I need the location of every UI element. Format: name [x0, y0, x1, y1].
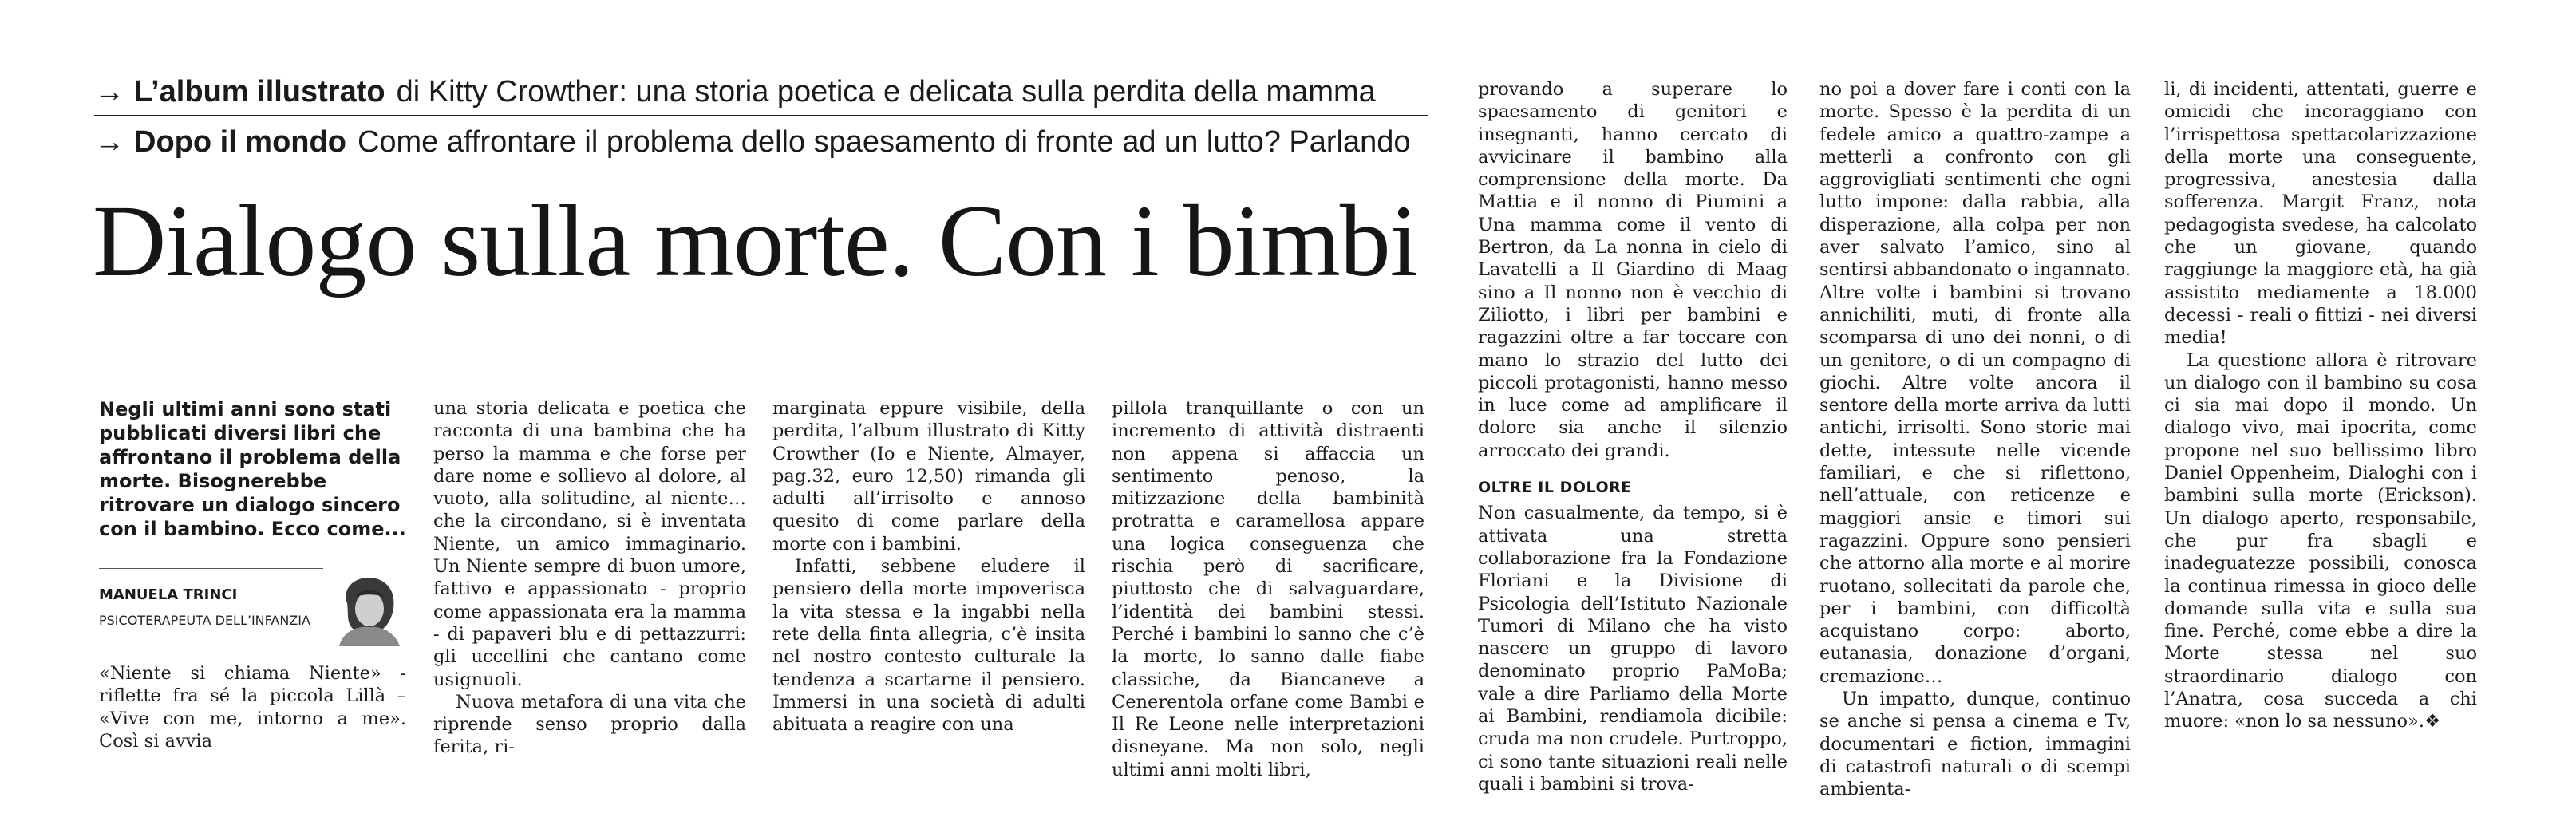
arrow-icon: →: [94, 75, 124, 109]
column-2-paragraph: Nuova metafora di una vita che riprende senso proprio dalla ferita, ri-: [433, 691, 746, 758]
subheading-oltre-il-dolore: OLTRE IL DOLORE: [1478, 479, 1632, 497]
headline: Dialogo sulla morte. Con i bimbi: [93, 184, 1418, 298]
kicker-album-label: L’album illustrato: [134, 75, 385, 109]
author-role: PSICOTERAPEUTA DELL’INFANZIA: [99, 613, 310, 628]
kicker-album: [94, 73, 1376, 110]
column-4: [1112, 397, 1424, 781]
kicker-dopo: [94, 124, 1411, 160]
kicker-dopo-text: Come affrontare il problema dello spaesamento di fronte ad un lutto? Parlando: [357, 125, 1411, 159]
author-name: MANUELA TRINCI: [99, 586, 238, 603]
column-6-paragraph: no poi a dover fare i conti con la morte. Spesso è la perdita di un fedele amico a quattro-zampe a metterli a confronto con gli aggrovigliati sentimenti che ogni lutto impone: dalla rabbia, alla disperazione, alla colpa per non aver salvato l’amico, sino al sentirsi abbandonato o ingannato. Altre volte i bambini si trovano annichiliti, muti, di fronte alla scomparsa di uno dei nonni, o di un genitore, o di un compagno di giochi. Altre volte ancora il sentore della morte arriva da lutti antichi, irrisolti. Sono storie mai dette, intessute nelle vicende familiari, e che si riflettono, nell’attuale, con reticenze e maggiori ansie e timori sui ragazzini. Oppure sono pensieri che attorno alla morte e al morire ruotano, sollecitati da parole che, per i bambini, con difficoltà acquistano corpo: aborto, eutanasia, donazione d’organi, cremazione…: [1819, 79, 2131, 687]
column-5-paragraph: Non casualmente, da tempo, si è attivata una stretta collaborazione fra la Fondazione Floriani e la Divisione di Psicologia dell’Istituto Nazionale Tumori di Milano che ha visto nascere un gruppo di lavoro denominato proprio PaMoBa; vale a dire Parliamo della Morte ai Bambini, rendiamola dicibile: cruda ma non crudele. Purtroppo, ci sono tante situazioni reali nelle quali i bambini si trova-: [1478, 503, 1788, 795]
column-1-text: «Niente si chiama Niente» - riflette fra sé la piccola Lillà – «Vive con me, intorno a me». Così si avvia: [99, 663, 406, 752]
kicker-album-text: di Kitty Crowther: una storia poetica e delicata sulla perdita della mamma: [396, 75, 1376, 109]
column-2-paragraph: una storia delicata e poetica che racconta di una bambina che ha perso la mamma e che forse per dare nome e sollievo al dolore, al vuoto, alla solitudine, al niente… che la circondano, si è inventata Niente, un amico immaginario. Un Niente sempre di buon umore, fattivo e appassionato - proprio come appassionata era la mamma - di papaveri blu e di pettazzurri: gli uccellini che cantano come usignuoli.: [433, 398, 746, 690]
column-2: [433, 397, 746, 759]
arrow-icon: →: [94, 125, 124, 159]
lead-paragraph: Negli ultimi anni sono stati pubblicati diversi libri che affrontano il problema della morte. Bisognerebbe ritrovare un dialogo sincero con il bambino. Ecco come...: [99, 398, 406, 540]
column-6-paragraph: Un impatto, dunque, continuo se anche si pensa a cinema e Tv, documentari e fiction, immagini di catastrofi naturali o di scempi ambienta-: [1819, 689, 2131, 800]
column-3: [772, 397, 1085, 736]
column-7: [2164, 78, 2477, 733]
column-4-text: pillola tranquillante o con un incremento di attività distraenti non appena si affaccia un sentimento penoso, la mitizzazione della bambinità protratta e caramellosa appare una logica conseguenza che rischia però di sacrificare, piuttosto che di salvaguardare, l’identità dei bambini stessi. Perché i bambini lo sanno che c’è la morte, lo sanno dalle fiabe classiche, da Biancaneve a Cenerentola orfane come Bambi e Il Re Leone nelle interpretazioni disneyane. Ma non solo, negli ultimi anni molti libri,: [1112, 398, 1424, 780]
column-3-paragraph: Infatti, sebbene eludere il pensiero della morte impoverisca la vita stessa e la ingabbi nella rete della finta allegria, c’è insita nel nostro contesto culturale la tendenza a scartarne il pensiero. Immersi in una società di adulti abituata a reagire con una: [772, 556, 1085, 736]
column-5: [1478, 78, 1788, 795]
kicker-divider: [94, 115, 1428, 116]
kicker-dopo-label: Dopo il mondo: [134, 125, 346, 159]
column-3-paragraph: marginata eppure visibile, della perdita, l’album illustrato di Kitty Crowther (Io e Niente, Almayer, pag.32, euro 12,50) rimanda gli adulti all’irrisolto e annoso quesito di come parlare della morte con i bambini.: [772, 398, 1085, 555]
author-photo: [323, 565, 408, 646]
column-7-paragraph: La questione allora è ritrovare un dialogo con il bambino su cosa ci sia mai dopo il mondo. Un dialogo vivo, mai ipocrita, come propone nel suo bellissimo libro Daniel Oppenheim, Dialoghi con i bambini sulla morte (Erickson). Un dialogo aperto, responsabile, che pur fra sbagli e inadeguatezze possibili, conosca la continua rimessa in gioco delle domande sulla vita e sulla sua fine. Perché, come ebbe a dire la Morte stessa nel suo straordinario dialogo con l’Anatra, cosa succeda a chi muore: «non lo sa nessuno».❖: [2164, 349, 2477, 732]
column-1: [99, 662, 406, 752]
column-7-paragraph: li, di incidenti, attentati, guerre e omicidi che incoraggiano con l’irrispettosa spettacolarizzazione della morte una conseguente, progressiva, anestesia dalla sofferenza. Margit Franz, nota pedagogista svedese, ha calcolato che un giovane, quando raggiunge la maggiore età, ha già assistito mediamente a 18.000 decessi - reali o fittizi - nei diversi media!: [2164, 79, 2477, 349]
column-5-paragraph: provando a superare lo spaesamento di genitori e insegnanti, hanno cercato di avvicinare il bambino alla comprensione della morte. Da Mattia e il nonno di Piumini a Una mamma come il vento di Bertron, da La nonna in cielo di Lavatelli a Il Giardino di Maag sino a Il nonno non è vecchio di Ziliotto, i libri per bambini e ragazzini oltre a far toccare con mano lo strazio del lutto dei piccoli protagonisti, hanno messo in luce come ad amplificare il dolore sia anche il silenzio arroccato dei grandi.: [1478, 79, 1788, 461]
column-6: [1819, 78, 2131, 801]
